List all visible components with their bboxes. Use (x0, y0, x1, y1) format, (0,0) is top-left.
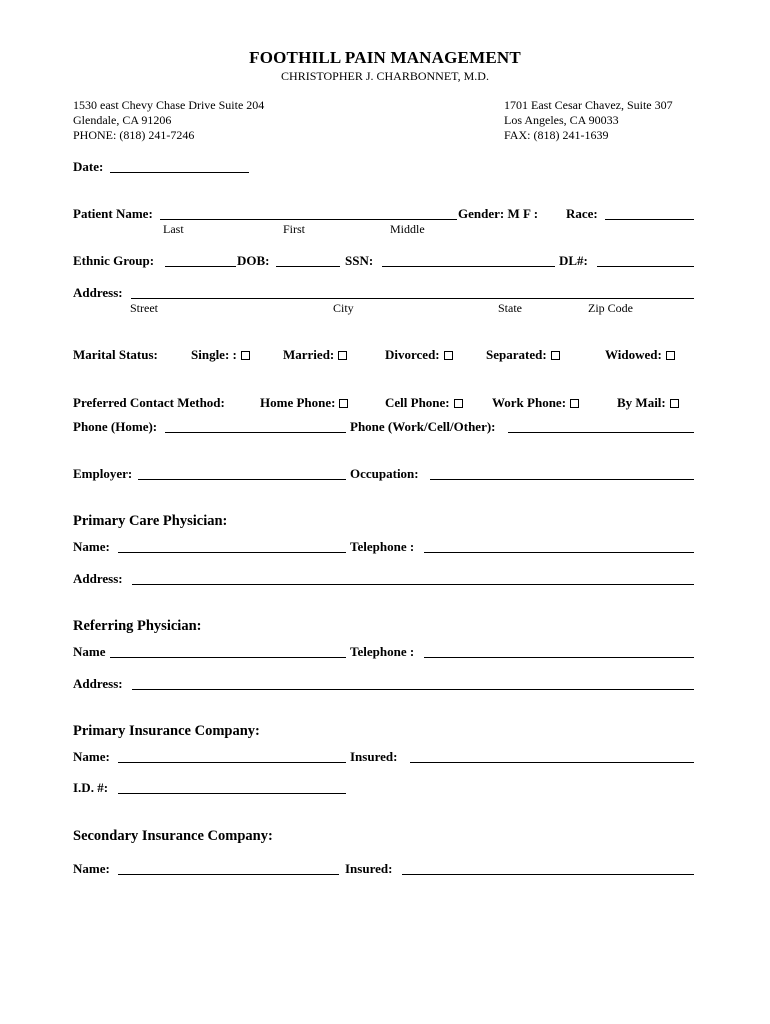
patient-name-field[interactable] (160, 219, 457, 220)
contact-option-label: Work Phone: (492, 395, 567, 410)
referring-telephone-field[interactable] (424, 657, 694, 658)
doctor-name: CHRISTOPHER J. CHARBONNET, M.D. (281, 69, 489, 83)
ssn-field[interactable] (382, 266, 555, 267)
primary-ins-id-label: I.D. #: (73, 780, 109, 795)
occupation-field[interactable] (430, 479, 694, 480)
secondary-ins-insured-field[interactable] (402, 874, 694, 875)
contact-method-label: Preferred Contact Method: (73, 395, 225, 410)
contact-option-label: By Mail: (617, 395, 666, 410)
city-hint: City (333, 301, 354, 315)
first-name-hint: First (283, 222, 306, 236)
marital-option-divorced[interactable] (385, 347, 453, 363)
marital-option-widowed[interactable] (605, 347, 675, 363)
marital-option-separated[interactable] (486, 347, 560, 363)
contact-option-label: Home Phone: (260, 395, 336, 410)
address-left (73, 98, 264, 143)
checkbox-icon[interactable] (666, 351, 675, 360)
checkbox-icon[interactable] (570, 399, 579, 408)
zip-hint: Zip Code (588, 301, 633, 315)
marital-option-single[interactable] (191, 347, 250, 363)
street-hint: Street (130, 301, 158, 315)
primary-insurance-heading: Primary Insurance Company: (73, 723, 260, 739)
dl-label: DL#: (559, 253, 588, 268)
ssn-label: SSN: (345, 253, 374, 268)
contact-option-work[interactable] (492, 395, 579, 411)
referring-heading: Referring Physician: (73, 618, 202, 634)
checkbox-icon[interactable] (339, 399, 348, 408)
pcp-name-label: Name: (73, 539, 110, 554)
dob-label: DOB: (237, 253, 270, 268)
pcp-name-field[interactable] (118, 552, 346, 553)
pcp-telephone-field[interactable] (424, 552, 694, 553)
phone-home-field[interactable] (165, 432, 346, 433)
primary-ins-insured-field[interactable] (410, 762, 694, 763)
address-right-line: FAX: (818) 241-1639 (504, 128, 609, 142)
practice-title: FOOTHILL PAIN MANAGEMENT (249, 48, 521, 67)
phone-other-field[interactable] (508, 432, 694, 433)
patient-address-field[interactable] (131, 298, 694, 299)
dob-field[interactable] (276, 266, 340, 267)
marital-status-label: Marital Status: (73, 347, 158, 362)
pcp-heading: Primary Care Physician: (73, 513, 228, 529)
checkbox-icon[interactable] (241, 351, 250, 360)
occupation-label: Occupation: (350, 466, 419, 481)
secondary-ins-name-label: Name: (73, 861, 110, 876)
race-field[interactable] (605, 219, 694, 220)
middle-name-hint: Middle (390, 222, 425, 236)
primary-ins-id-field[interactable] (118, 793, 346, 794)
pcp-address-field[interactable] (132, 584, 694, 585)
secondary-ins-insured-label: Insured: (345, 861, 393, 876)
primary-ins-name-label: Name: (73, 749, 110, 764)
patient-name-label: Patient Name: (73, 206, 153, 221)
referring-address-label: Address: (73, 676, 123, 691)
address-left-line: 1530 east Chevy Chase Drive Suite 204 (73, 98, 265, 112)
address-right-line: Los Angeles, CA 90033 (504, 113, 619, 127)
marital-option-label: Divorced: (385, 347, 440, 362)
contact-option-label: Cell Phone: (385, 395, 450, 410)
checkbox-icon[interactable] (338, 351, 347, 360)
employer-field[interactable] (138, 479, 346, 480)
employer-label: Employer: (73, 466, 133, 481)
phone-home-label: Phone (Home): (73, 419, 158, 434)
checkbox-icon[interactable] (444, 351, 453, 360)
address-right (504, 98, 673, 143)
secondary-insurance-heading: Secondary Insurance Company: (73, 828, 273, 844)
secondary-ins-name-field[interactable] (118, 874, 339, 875)
marital-option-label: Widowed: (605, 347, 662, 362)
checkbox-icon[interactable] (670, 399, 679, 408)
marital-option-married[interactable] (283, 347, 347, 363)
referring-name-label: Name (73, 644, 106, 659)
contact-option-cell[interactable] (385, 395, 463, 411)
state-hint: State (498, 301, 522, 315)
primary-ins-name-field[interactable] (118, 762, 346, 763)
phone-other-label: Phone (Work/Cell/Other): (350, 419, 496, 434)
checkbox-icon[interactable] (551, 351, 560, 360)
marital-option-label: Separated: (486, 347, 547, 362)
last-name-hint: Last (163, 222, 184, 236)
contact-option-home[interactable] (260, 395, 348, 411)
marital-option-label: Single: : (191, 347, 237, 362)
address-left-line: Glendale, CA 91206 (73, 113, 172, 127)
referring-address-field[interactable] (132, 689, 694, 690)
dl-field[interactable] (597, 266, 694, 267)
referring-telephone-label: Telephone : (350, 644, 415, 659)
race-label: Race: (566, 206, 598, 221)
contact-option-mail[interactable] (617, 395, 679, 411)
date-label: Date: (73, 159, 104, 174)
address-right-line: 1701 East Cesar Chavez, Suite 307 (504, 98, 673, 112)
primary-ins-insured-label: Insured: (350, 749, 398, 764)
marital-option-label: Married: (283, 347, 335, 362)
checkbox-icon[interactable] (454, 399, 463, 408)
pcp-telephone-label: Telephone : (350, 539, 415, 554)
referring-name-field[interactable] (110, 657, 346, 658)
date-field[interactable] (110, 172, 249, 173)
pcp-address-label: Address: (73, 571, 123, 586)
gender-label: Gender: M F : (458, 206, 539, 221)
patient-address-label: Address: (73, 285, 123, 300)
ethnic-group-field[interactable] (165, 266, 236, 267)
ethnic-group-label: Ethnic Group: (73, 253, 155, 268)
address-left-line: PHONE: (818) 241-7246 (73, 128, 195, 142)
